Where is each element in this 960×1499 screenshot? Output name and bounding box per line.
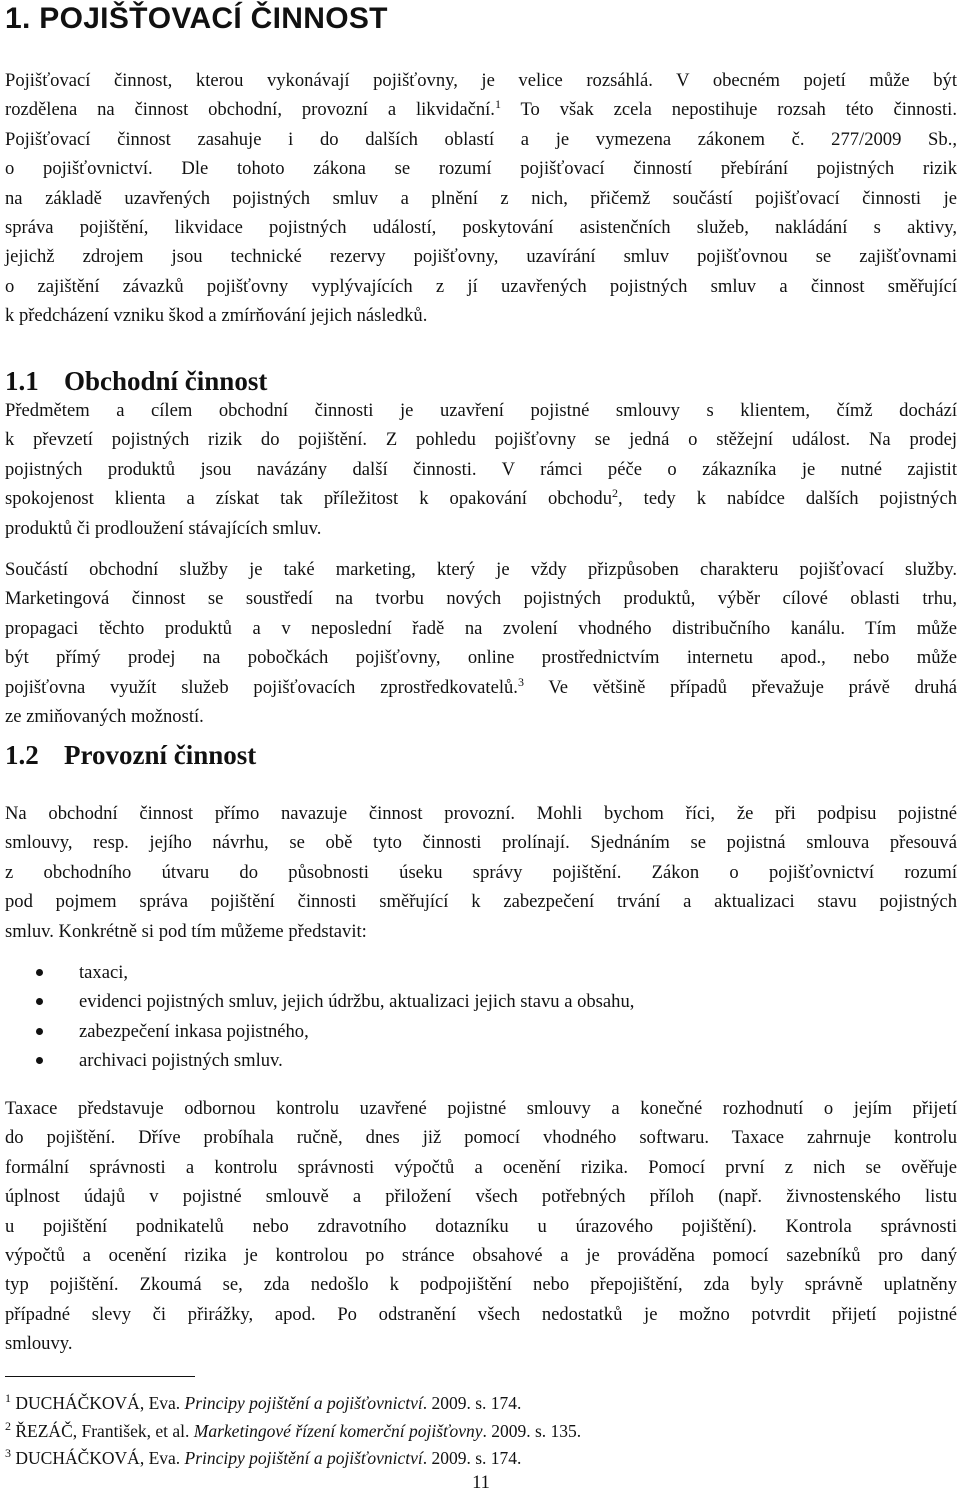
text-line: formální správnosti a kontrolu správnosti výpočtů a ocenění rizika. Pomocí první z nich se ověřuje — [5, 1156, 957, 1178]
list-item: zabezpečení inkasa pojistného, — [5, 1017, 634, 1046]
text-line: Pojišťovací činnost zasahuje i do dalších oblastí a je vymezena zákonem č. 277/2009 Sb., — [5, 128, 957, 150]
bullet-list — [5, 958, 634, 1075]
footnote-number: 1 — [5, 1391, 11, 1406]
paragraph-obchodni-1 — [5, 396, 957, 543]
text-line: spokojenost klienta a získat tak příležitost k opakování obchodu$^2$, tedy k nabídce dalších pojistných — [5, 486, 957, 510]
text-line: o zajištění závazků pojišťovny vyplývajících z jí uzavřených pojistných smluv a činnost směřující — [5, 275, 957, 297]
footnote: $^1$ DUCHÁČKOVÁ, Eva. Principy pojištění a pojišťovnictví. 2009. s. 174. — [5, 1391, 522, 1413]
text-line: pojišťovna využít služeb pojišťovacích zprostředkovatelů.$^3$ Ve většině případů převažuje právě druhá — [5, 674, 957, 698]
paragraph-provozni-2 — [5, 1094, 957, 1359]
text-line: rozdělena na činnost obchodní, provozní a likvidační.$^1$ To však zcela nepostihuje rozsah této činnosti. — [5, 97, 957, 121]
section-title: Provozní činnost — [64, 740, 257, 770]
list-item: evidenci pojistných smluv, jejich údržbu, aktualizaci jejich stavu a obsahu, — [5, 987, 634, 1016]
text-line: Pojišťovací činnost, kterou vykonávají pojišťovny, je velice rozsáhlá. V obecném pojetí může být — [5, 70, 957, 91]
bullet-icon — [36, 1057, 43, 1064]
section-title: Obchodní činnost — [64, 366, 268, 396]
paragraph-provozni-1 — [5, 799, 957, 946]
text-line: k předcházení vzniku škod a zmírňování jejich následků. — [5, 305, 428, 327]
text-line: Marketingová činnost se soustředí na tvorbu nových pojistných produktů, výběr cílové oblasti trhu, — [5, 588, 957, 610]
text-line: do pojištění. Dříve probíhala ručně, dnes již pomocí vhodného softwaru. Taxace zahrnuje kontrolu — [5, 1127, 957, 1149]
footnote-number: 2 — [5, 1418, 11, 1433]
section-number: 1.1 — [5, 366, 39, 396]
text-line: ze zmiňovaných možností. — [5, 706, 204, 728]
intro-paragraph — [5, 66, 957, 331]
text-line: smluv. Konkrétně si pod tím můžeme představit: — [5, 920, 367, 942]
text-line: případné slevy či přirážky, apod. Po odstranění všech nedostatků je možno potvrdit přijetí pojistné — [5, 1303, 957, 1325]
footnote: $^2$ ŘEZÁČ, František, et al. Marketingové řízení komerční pojišťovny. 2009. s. 135. — [5, 1418, 582, 1441]
chapter-heading: 1. POJIŠŤOVACÍ ČINNOST — [5, 2, 388, 35]
bullet-icon — [36, 998, 43, 1005]
text-line: pojistných produktů jsou navázány další činnosti. V rámci péče o zákazníka je nutné zajistit — [5, 458, 957, 480]
footnotes — [5, 1390, 581, 1473]
text-line: na základě uzavřených pojistných smluv a plnění z nich, přičemž součástí pojišťovací činnosti je — [5, 187, 957, 209]
footnote-ref[interactable]: 3 — [517, 674, 524, 689]
text-line: o pojišťovnictví. Dle tohoto zákona se rozumí pojišťovací činností přebírání pojistných rizik — [5, 158, 957, 180]
text-line: Součástí obchodní služby je také marketing, který je vždy přizpůsoben charakteru pojišťovací služby. — [5, 559, 957, 580]
text-line: z obchodního útvaru do působnosti úseku správy pojištění. Zákon o pojišťovnictví rozumí — [5, 861, 957, 883]
text-line: Taxace představuje odbornou kontrolu uzavřené pojistné smlouvy a konečné rozhodnutí o jejím přijetí — [5, 1098, 957, 1119]
footnote: $^3$ DUCHÁČKOVÁ, Eva. Principy pojištění a pojišťovnictví. 2009. s. 174. — [5, 1446, 522, 1468]
footnote-ref[interactable]: 2 — [612, 486, 619, 501]
page-number: 11 — [472, 1473, 490, 1493]
footnote-ref[interactable]: 1 — [494, 97, 501, 112]
footnote-title: Principy pojištění a pojišťovnictví — [184, 1448, 423, 1468]
text-line: být přímý prodej na pobočkách pojišťovny, online prostřednictvím internetu apod., nebo může — [5, 647, 957, 669]
text-line: úplnost údajů v pojistné smlouvě a přiložení všech potřebných příloh (např. živnostenského listu — [5, 1186, 957, 1208]
footnote-number: 3 — [5, 1446, 11, 1461]
text-line: Na obchodní činnost přímo navazuje činnost provozní. Mohli bychom říci, že při podpisu pojistné — [5, 803, 957, 824]
text-line: propagaci těchto produktů a v neposlední řadě na zvolení vhodného distribučního kanálu. Tím může — [5, 617, 957, 639]
text-line: typ pojištění. Zkoumá se, zda nedošlo k podpojištění nebo přepojištění, zda byly správně uplatněny — [5, 1274, 957, 1296]
list-item: taxaci, — [5, 958, 634, 987]
bullet-icon — [36, 969, 43, 976]
text-line: jejichž zdrojem jsou technické rezervy pojišťovny, uzavírání smluv pojišťovnou se zajišťovnami — [5, 246, 957, 268]
section-heading-1-2 — [5, 740, 256, 771]
text-line: výpočtů a ocenění rizika je kontrolou po stránce obsahové a je prováděna pomocí sazebníků pro daný — [5, 1245, 957, 1267]
list-item: archivaci pojistných smluv. — [5, 1046, 634, 1075]
text-line: k převzetí pojistných rizik do pojištění. Z pohledu pojišťovny se jedná o stěžejní událost. Na prodej — [5, 429, 957, 451]
footnote-separator — [5, 1376, 195, 1377]
footnote-title: Principy pojištění a pojišťovnictví — [184, 1393, 423, 1413]
footnote-title: Marketingové řízení komerční pojišťovny — [193, 1420, 483, 1441]
section-number: 1.2 — [5, 740, 39, 770]
text-line: správa pojištění, likvidace pojistných událostí, poskytování asistenčních služeb, nakládání s aktivy, — [5, 217, 957, 239]
text-line: u pojištění podnikatelů nebo zdravotního dotazníku u úrazového pojištění). Kontrola správnosti — [5, 1215, 957, 1237]
bullet-icon — [36, 1028, 43, 1035]
text-line: pod pojmem správa pojištění činnosti směřující k zabezpečení trvání a aktualizaci stavu pojistných — [5, 891, 957, 913]
text-line: produktů či prodloužení stávajících smluv. — [5, 517, 322, 539]
paragraph-obchodni-2 — [5, 555, 957, 731]
text-line: smlouvy, resp. jejího návrhu, se obě tyto činnosti prolínají. Sjednáním se pojistná smlouva přesouvá — [5, 832, 957, 854]
text-line: smlouvy. — [5, 1333, 73, 1355]
section-heading-1-1 — [5, 366, 267, 397]
text-line: Předmětem a cílem obchodní činnosti je uzavření pojistné smlouvy s klientem, čímž dochází — [5, 400, 957, 421]
